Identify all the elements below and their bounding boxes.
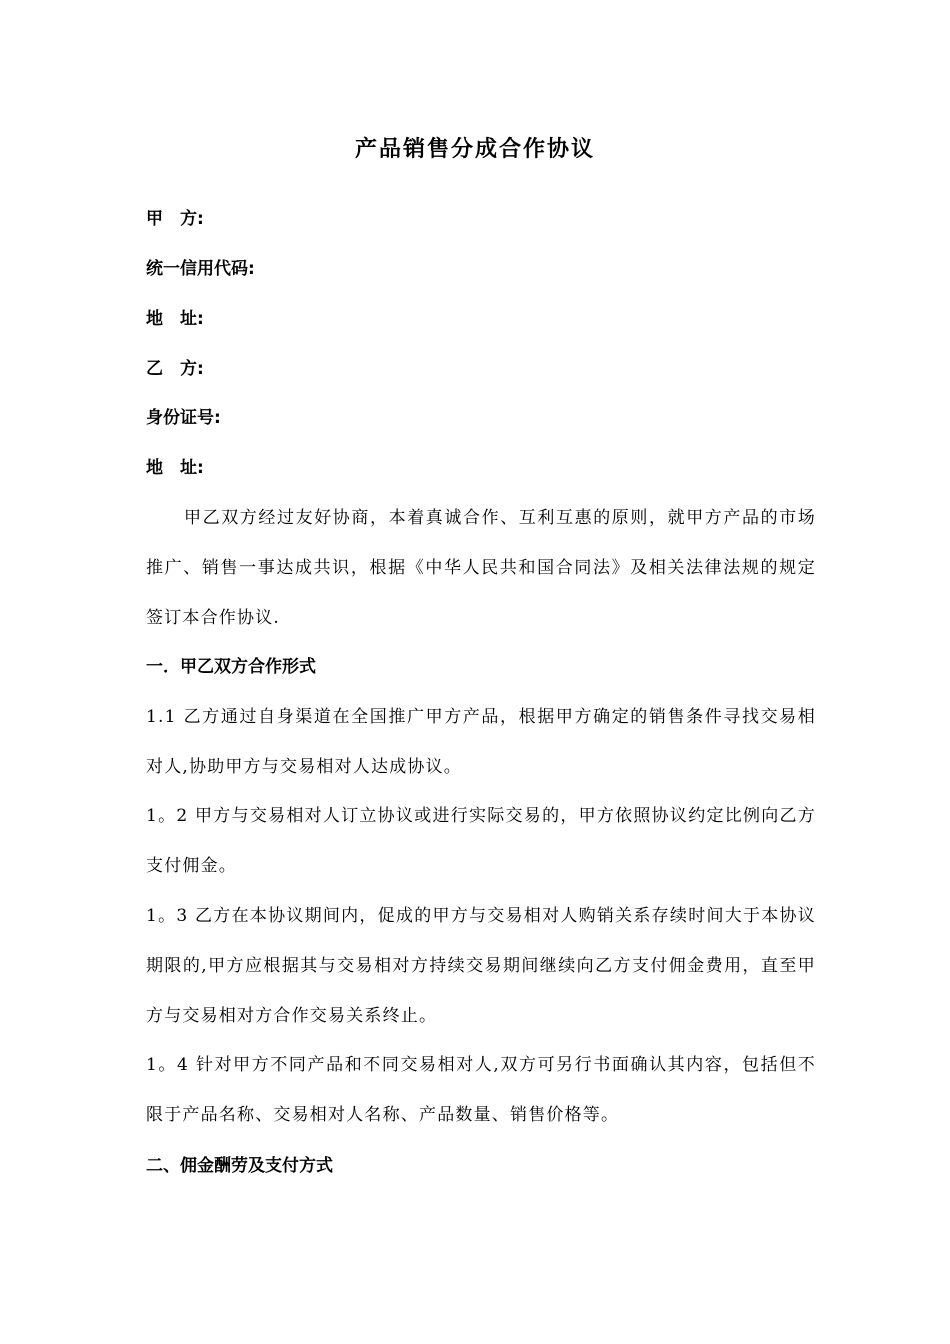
id-number-field: 身份证号: — [146, 408, 221, 428]
party-a-field: 甲 方: — [146, 209, 204, 229]
clause-1-4: 1。4 针对甲方不同产品和不同交易相对人,双方可另行书面确认其内容，包括但不限于产品名称、交易相对人名称、产品数量、销售价格等。 — [146, 1055, 816, 1125]
party-b-field: 乙 方: — [146, 359, 204, 379]
clause-1-3: 1。3 乙方在本协议期间内，促成的甲方与交易相对人购销关系存续时间大于本协议期限的,甲方应根据其与交易相对方持续交易期间继续向乙方支付佣金费用，直至甲方与交易相对方合作交易关系终止。 — [146, 906, 816, 1026]
section-1-heading: 一．甲乙双方合作形式 — [146, 657, 316, 677]
section-2-heading: 二、佣金酬劳及支付方式 — [146, 1156, 333, 1176]
document-title: 产品销售分成合作协议 — [354, 137, 595, 162]
clause-1-1: 1.1 乙方通过自身渠道在全国推广甲方产品，根据甲方确定的销售条件寻找交易相对人,协助甲方与交易相对人达成协议。 — [146, 707, 816, 777]
clause-1-2: 1。2 甲方与交易相对人订立协议或进行实际交易的，甲方依照协议约定比例向乙方支付佣金。 — [146, 806, 816, 876]
party-a-address-field: 地 址: — [146, 309, 204, 329]
credit-code-field: 统一信用代码: — [146, 259, 255, 279]
party-b-address-field: 地 址: — [146, 458, 204, 478]
intro-paragraph: 甲乙双方经过友好协商，本着真诚合作、互利互惠的原则，就甲方产品的市场推广、销售一事达成共识，根据《中华人民共和国合同法》及相关法律法规的规定签订本合作协议. — [146, 508, 816, 628]
